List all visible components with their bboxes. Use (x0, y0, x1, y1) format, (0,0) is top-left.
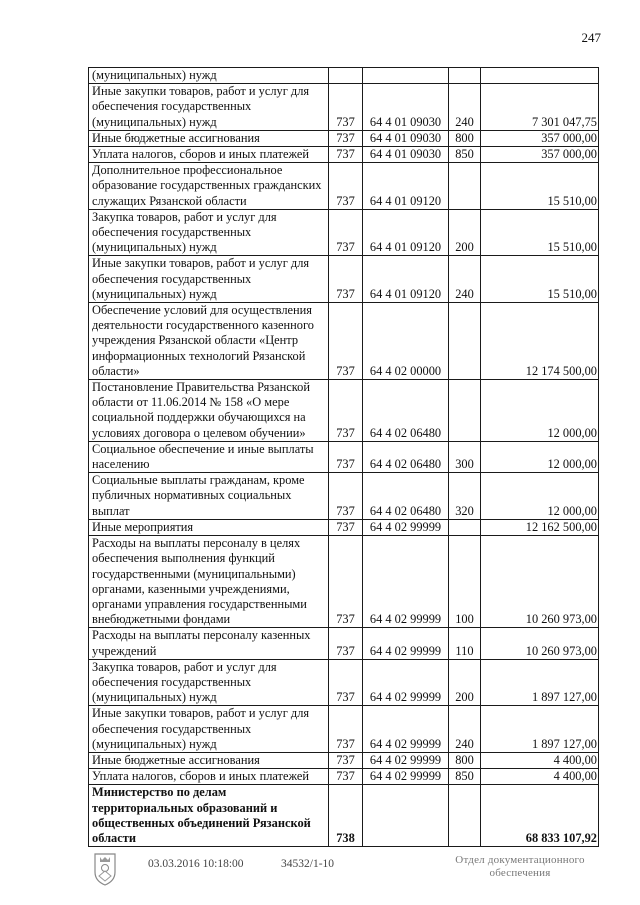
row-name: Закупка товаров, работ и услуг для обеспечения государственных (муниципальных) нужд (89, 209, 329, 256)
row-amount: 4 400,00 (481, 752, 599, 768)
row-name: Иные закупки товаров, работ и услуг для обеспечения государственных (муниципальных) нужд (89, 706, 329, 753)
row-vr: 850 (449, 769, 481, 785)
row-name: Социальное обеспечение и иные выплаты населению (89, 441, 329, 472)
row-name: Обеспечение условий для осуществления деятельности государственного казенного учреждения Рязанской области «Центр информационных технологий Рязанской области» (89, 303, 329, 380)
row-amount: 12 000,00 (481, 473, 599, 520)
table-row (89, 84, 599, 131)
row-vr (449, 785, 481, 847)
row-ved: 737 (329, 441, 363, 472)
row-vr: 200 (449, 209, 481, 256)
row-amount: 1 897 127,00 (481, 659, 599, 706)
row-name: Иные закупки товаров, работ и услуг для обеспечения государственных (муниципальных) нужд (89, 84, 329, 131)
row-vr: 100 (449, 536, 481, 628)
row-name: Закупка товаров, работ и услуг для обеспечения государственных (муниципальных) нужд (89, 659, 329, 706)
row-csr: 64 4 01 09120 (363, 209, 449, 256)
row-ved: 737 (329, 519, 363, 535)
row-amount: 12 000,00 (481, 380, 599, 442)
table-row-total (89, 785, 599, 847)
row-name: (муниципальных) нужд (89, 68, 329, 84)
row-amount: 12 174 500,00 (481, 303, 599, 380)
row-csr: 64 4 01 09120 (363, 163, 449, 210)
row-csr: 64 4 02 99999 (363, 706, 449, 753)
row-ved: 737 (329, 380, 363, 442)
row-ved: 737 (329, 659, 363, 706)
table-row (89, 769, 599, 785)
row-name: Уплата налогов, сборов и иных платежей (89, 769, 329, 785)
row-ved: 737 (329, 130, 363, 146)
row-vr: 320 (449, 473, 481, 520)
row-csr: 64 4 02 06480 (363, 441, 449, 472)
row-ved: 737 (329, 209, 363, 256)
table-row (89, 380, 599, 442)
row-vr (449, 519, 481, 535)
row-amount: 15 510,00 (481, 256, 599, 303)
table-row (89, 147, 599, 163)
row-vr: 240 (449, 84, 481, 131)
row-name: Постановление Правительства Рязанской области от 11.06.2014 № 158 «О мере социальной поддержки обучающихся на условиях договора о целевом обучении» (89, 380, 329, 442)
row-amount: 68 833 107,92 (481, 785, 599, 847)
row-ved: 737 (329, 473, 363, 520)
footer-department-stamp (440, 854, 600, 880)
row-vr (449, 163, 481, 210)
row-csr: 64 4 02 99999 (363, 519, 449, 535)
row-amount: 15 510,00 (481, 163, 599, 210)
table-row (89, 441, 599, 472)
row-name: Иные закупки товаров, работ и услуг для обеспечения государственных (муниципальных) нужд (89, 256, 329, 303)
row-vr: 110 (449, 628, 481, 659)
row-vr: 850 (449, 147, 481, 163)
row-ved: 737 (329, 147, 363, 163)
footer-date: 03.03.2016 10:18:00 (148, 858, 244, 870)
row-ved: 737 (329, 536, 363, 628)
row-ved: 737 (329, 256, 363, 303)
row-csr: 64 4 02 99999 (363, 628, 449, 659)
table-row (89, 706, 599, 753)
row-name: Расходы на выплаты персоналу казенных учреждений (89, 628, 329, 659)
row-csr: 64 4 01 09030 (363, 84, 449, 131)
row-csr: 64 4 02 06480 (363, 380, 449, 442)
row-csr (363, 785, 449, 847)
row-vr: 240 (449, 256, 481, 303)
row-amount (481, 68, 599, 84)
table-row (89, 256, 599, 303)
row-ved: 737 (329, 706, 363, 753)
table-row (89, 68, 599, 84)
row-amount: 12 162 500,00 (481, 519, 599, 535)
row-vr: 300 (449, 441, 481, 472)
row-csr: 64 4 02 99999 (363, 752, 449, 768)
row-name: Иные бюджетные ассигнования (89, 130, 329, 146)
row-ved: 737 (329, 84, 363, 131)
table-row (89, 130, 599, 146)
row-csr: 64 4 02 00000 (363, 303, 449, 380)
row-ved: 738 (329, 785, 363, 847)
row-csr: 64 4 02 99999 (363, 769, 449, 785)
row-ved: 737 (329, 163, 363, 210)
row-name: Социальные выплаты гражданам, кроме публичных нормативных социальных выплат (89, 473, 329, 520)
row-vr: 800 (449, 752, 481, 768)
row-csr: 64 4 02 99999 (363, 536, 449, 628)
row-csr: 64 4 01 09030 (363, 130, 449, 146)
row-amount: 1 897 127,00 (481, 706, 599, 753)
row-csr: 64 4 02 99999 (363, 659, 449, 706)
row-amount: 4 400,00 (481, 769, 599, 785)
row-name: Иные бюджетные ассигнования (89, 752, 329, 768)
row-vr: 240 (449, 706, 481, 753)
row-csr: 64 4 02 06480 (363, 473, 449, 520)
row-csr: 64 4 01 09030 (363, 147, 449, 163)
budget-table-body (89, 68, 599, 847)
row-name: Министерство по делам территориальных образований и общественных объединений Рязанской области (89, 785, 329, 847)
table-row (89, 659, 599, 706)
table-row (89, 628, 599, 659)
row-ved: 737 (329, 628, 363, 659)
row-vr (449, 303, 481, 380)
row-name: Уплата налогов, сборов и иных платежей (89, 147, 329, 163)
table-row (89, 752, 599, 768)
row-amount: 15 510,00 (481, 209, 599, 256)
table-row (89, 519, 599, 535)
table-row (89, 536, 599, 628)
footer (0, 848, 640, 898)
row-amount: 12 000,00 (481, 441, 599, 472)
table-row (89, 163, 599, 210)
row-amount: 10 260 973,00 (481, 536, 599, 628)
row-ved: 737 (329, 769, 363, 785)
table-row (89, 473, 599, 520)
footer-dept-line1: Отдел документационного (455, 854, 585, 866)
page-number: 247 (581, 30, 601, 45)
row-amount: 357 000,00 (481, 130, 599, 146)
table-row (89, 303, 599, 380)
budget-table (88, 67, 599, 847)
row-ved: 737 (329, 303, 363, 380)
row-ved: 737 (329, 752, 363, 768)
row-ved (329, 68, 363, 84)
table-row (89, 209, 599, 256)
row-vr: 200 (449, 659, 481, 706)
row-amount: 357 000,00 (481, 147, 599, 163)
coat-of-arms-icon (92, 852, 118, 891)
footer-dept-line2: обеспечения (489, 867, 551, 879)
row-vr (449, 68, 481, 84)
row-csr (363, 68, 449, 84)
row-vr: 800 (449, 130, 481, 146)
footer-doc-code: 34532/1-10 (281, 858, 335, 870)
row-name: Иные мероприятия (89, 519, 329, 535)
row-name: Расходы на выплаты персоналу в целях обеспечения выполнения функций государственными (муниципальными) органами, казенными учреждениями, органами управления государственными внебюджетными фондами (89, 536, 329, 628)
row-amount: 7 301 047,75 (481, 84, 599, 131)
row-csr: 64 4 01 09120 (363, 256, 449, 303)
row-vr (449, 380, 481, 442)
row-name: Дополнительное профессиональное образование государственных гражданских служащих Рязанской области (89, 163, 329, 210)
row-amount: 10 260 973,00 (481, 628, 599, 659)
